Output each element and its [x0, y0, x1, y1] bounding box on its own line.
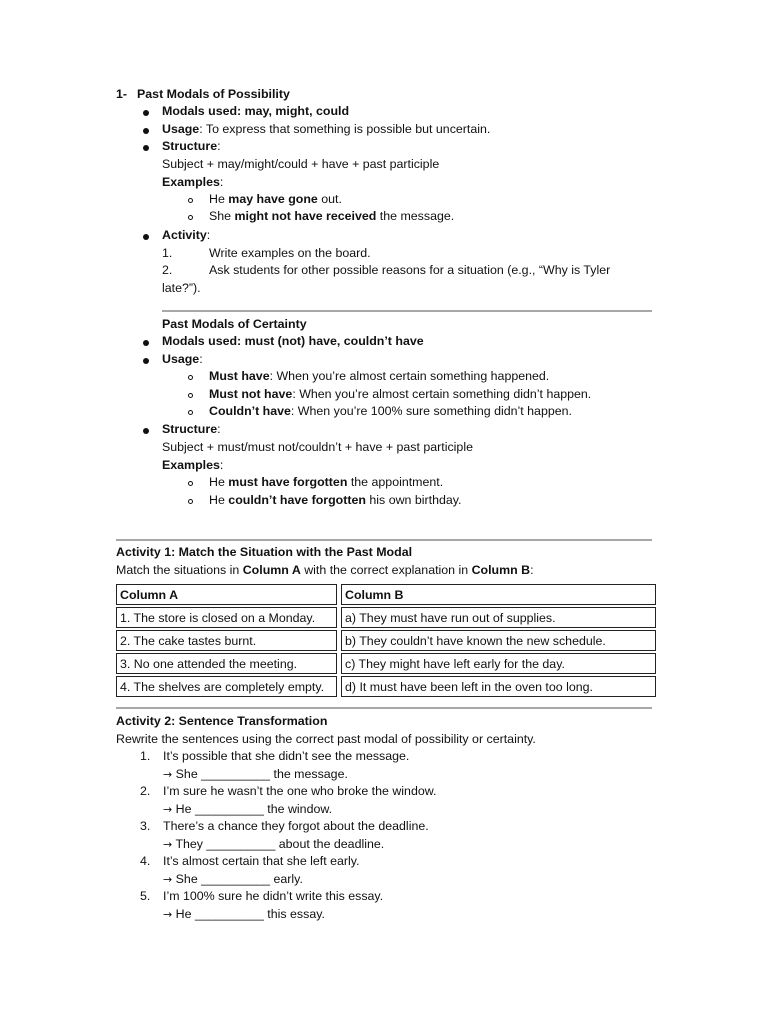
activity-label: Activity:	[162, 228, 211, 242]
table-row	[116, 676, 656, 697]
example-line: He may have gone out.	[209, 192, 342, 206]
situation-cell: 1. The store is closed on a Monday.	[116, 607, 337, 628]
circle-bullet-icon	[188, 481, 193, 486]
circle-bullet-icon	[188, 393, 193, 398]
example-line: He must have forgotten the appointment.	[209, 475, 444, 489]
horizontal-divider	[116, 707, 652, 709]
modals-used-line: Modals used: may, might, could	[162, 104, 350, 118]
item-number: 3.	[140, 819, 151, 833]
item-answer: → She __________ early.	[163, 872, 303, 886]
structure-text: Subject + may/might/could + have + past participle	[162, 157, 440, 171]
item-number: 4.	[140, 854, 151, 868]
examples-label: Examples:	[162, 175, 224, 189]
item-sentence: There’s a chance they forgot about the deadline.	[163, 819, 429, 833]
activity-step-number: 2.	[162, 263, 173, 277]
activity-step-number: 1.	[162, 246, 173, 260]
section-1-heading: 1- Past Modals of Possibility	[116, 87, 290, 101]
arrow-right-icon: →	[163, 768, 173, 781]
explanation-cell: c) They might have left early for the day.	[341, 653, 656, 674]
explanation-cell: b) They couldn’t have known the new schedule.	[341, 630, 656, 651]
circle-bullet-icon	[188, 499, 193, 504]
table-row	[116, 653, 656, 674]
column-a-header: Column A	[116, 584, 337, 605]
horizontal-divider	[116, 539, 652, 541]
horizontal-divider	[162, 310, 652, 312]
usage-line: Usage: To express that something is possible but uncertain.	[162, 122, 491, 136]
activity-step-text: Ask students for other possible reasons for a situation (e.g., “Why is Tyler	[209, 263, 611, 277]
table-row	[116, 607, 656, 628]
bullet-icon	[143, 110, 149, 116]
arrow-right-icon: →	[163, 838, 173, 851]
situation-cell: 3. No one attended the meeting.	[116, 653, 337, 674]
item-answer: → He __________ this essay.	[163, 907, 325, 921]
activity-step-text: Write examples on the board.	[209, 246, 371, 260]
explanation-cell: a) They must have run out of supplies.	[341, 607, 656, 628]
item-answer: → He __________ the window.	[163, 802, 333, 816]
structure-label: Structure:	[162, 139, 221, 153]
activity-1-heading: Activity 1: Match the Situation with the Past Modal	[116, 545, 413, 559]
structure-label: Structure:	[162, 422, 221, 436]
bullet-icon	[143, 358, 149, 364]
example-line: She might not have received the message.	[209, 209, 455, 223]
bullet-icon	[143, 145, 149, 151]
usage-item: Must not have: When you’re almost certain something didn’t happen.	[209, 387, 592, 401]
usage-item: Couldn’t have: When you’re 100% sure something didn’t happen.	[209, 404, 572, 418]
section-2-heading: Past Modals of Certainty	[162, 317, 307, 331]
example-line: He couldn’t have forgotten his own birthday.	[209, 493, 462, 507]
item-sentence: I’m sure he wasn’t the one who broke the window.	[163, 784, 437, 798]
structure-text: Subject + must/must not/couldn’t + have + past participle	[162, 440, 473, 454]
item-sentence: I’m 100% sure he didn’t write this essay.	[163, 889, 384, 903]
item-sentence: It’s almost certain that she left early.	[163, 854, 360, 868]
bullet-icon	[143, 234, 149, 240]
bullet-icon	[143, 128, 149, 134]
arrow-right-icon: →	[163, 803, 173, 816]
item-sentence: It’s possible that she didn’t see the message.	[163, 749, 410, 763]
item-answer: → They __________ about the deadline.	[163, 837, 385, 851]
examples-label: Examples:	[162, 458, 224, 472]
bullet-icon	[143, 340, 149, 346]
table-header-row	[116, 584, 656, 605]
column-b-header: Column B	[341, 584, 656, 605]
item-answer: → She __________ the message.	[163, 767, 348, 781]
table-row	[116, 630, 656, 651]
usage-label: Usage:	[162, 352, 203, 366]
usage-item: Must have: When you’re almost certain something happened.	[209, 369, 550, 383]
circle-bullet-icon	[188, 375, 193, 380]
item-number: 1.	[140, 749, 151, 763]
circle-bullet-icon	[188, 215, 193, 220]
situation-cell: 4. The shelves are completely empty.	[116, 676, 337, 697]
explanation-cell: d) It must have been left in the oven too long.	[341, 676, 656, 697]
item-number: 5.	[140, 889, 151, 903]
activity-2-heading: Activity 2: Sentence Transformation	[116, 714, 328, 728]
activity-2-instructions: Rewrite the sentences using the correct past modal of possibility or certainty.	[116, 732, 536, 746]
modals-used-line: Modals used: must (not) have, couldn’t have	[162, 334, 424, 348]
arrow-right-icon: →	[163, 908, 173, 921]
item-number: 2.	[140, 784, 151, 798]
bullet-icon	[143, 428, 149, 434]
activity-1-instructions: Match the situations in Column A with the correct explanation in Column B:	[116, 563, 534, 577]
matching-table	[116, 582, 656, 699]
situation-cell: 2. The cake tastes burnt.	[116, 630, 337, 651]
circle-bullet-icon	[188, 410, 193, 415]
arrow-right-icon: →	[163, 873, 173, 886]
activity-step-continuation: late?”).	[162, 281, 201, 295]
circle-bullet-icon	[188, 198, 193, 203]
